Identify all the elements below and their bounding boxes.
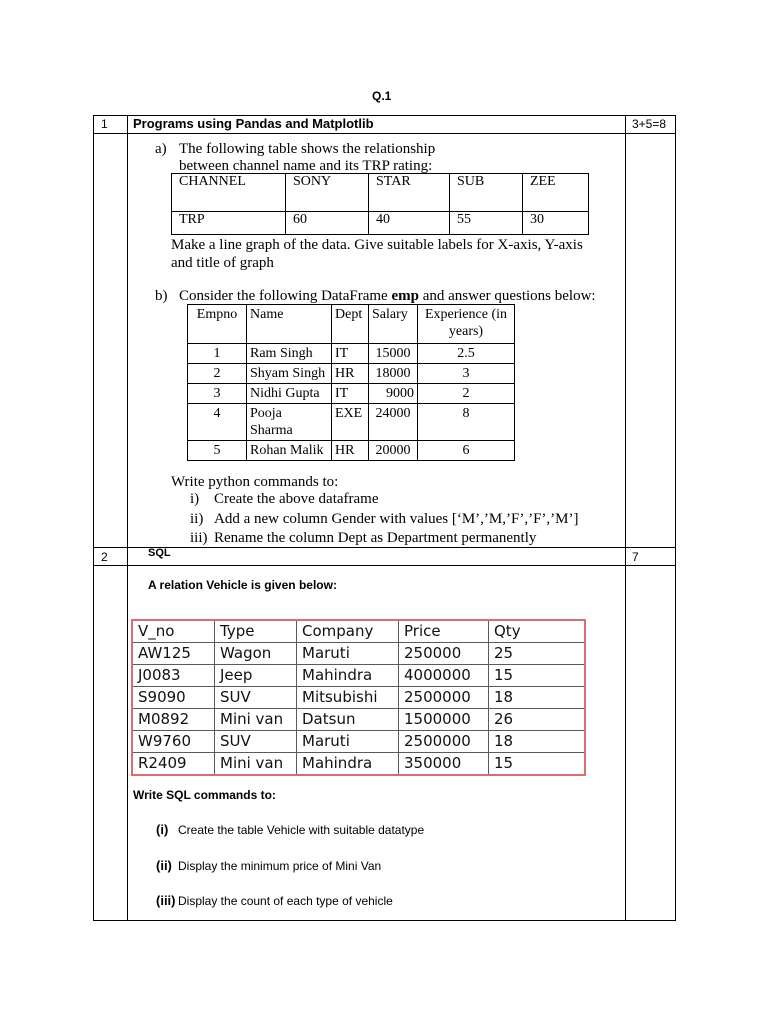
emp-cell: Nidhi Gupta: [247, 384, 332, 404]
vehicle-cell: 2500000: [399, 687, 489, 709]
q1-marks: 3+5=8: [632, 117, 667, 131]
part-b-item-number: iii): [190, 530, 208, 546]
part-b-item-text: Add a new column Gender with values [‘M’,’M,’F’,’F’,’M’]: [214, 511, 579, 527]
emp-cell: 9000: [369, 384, 418, 404]
emp-cell: 20000: [369, 441, 418, 461]
table-row: [188, 344, 515, 364]
trp-header-cell: CHANNEL: [172, 174, 286, 212]
question-title: Q.1: [372, 89, 392, 103]
q2-item-number: (ii): [156, 858, 172, 873]
emp-cell: 18000: [369, 364, 418, 384]
vehicle-cell: 18: [489, 687, 586, 709]
emp-cell: Pooja Sharma: [247, 404, 332, 441]
vehicle-cell: Mini van: [215, 709, 297, 731]
trp-header-cell: STAR: [369, 174, 450, 212]
table-row: [132, 643, 585, 665]
emp-cell: 3: [188, 384, 247, 404]
vehicle-header-cell: Company: [297, 620, 399, 643]
trp-header-cell: ZEE: [523, 174, 589, 212]
vehicle-header-cell: Qty: [489, 620, 586, 643]
part-b-item-text: Create the above dataframe: [214, 491, 379, 507]
vehicle-cell: 18: [489, 731, 586, 753]
vehicle-cell: 4000000: [399, 665, 489, 687]
vehicle-cell: Jeep: [215, 665, 297, 687]
emp-cell: Shyam Singh: [247, 364, 332, 384]
table-row: [188, 404, 515, 441]
part-a-instruction-1: Make a line graph of the data. Give suitable labels for X-axis, Y-axis: [171, 237, 583, 253]
vehicle-cell: 26: [489, 709, 586, 731]
table-row: [132, 665, 585, 687]
q2-item-text: Display the count of each type of vehicle: [178, 894, 393, 908]
emp-cell: EXE: [332, 404, 369, 441]
vehicle-cell: SUV: [215, 687, 297, 709]
part-b-intro: [179, 287, 596, 305]
emp-cell: 2: [188, 364, 247, 384]
vehicle-cell: R2409: [132, 753, 215, 776]
emp-header-cell: Dept: [332, 305, 369, 344]
q2-item-text: Create the table Vehicle with suitable datatype: [178, 823, 425, 837]
vehicle-cell: AW125: [132, 643, 215, 665]
trp-table: [171, 173, 589, 235]
vehicle-cell: Mahindra: [297, 665, 399, 687]
part-a-label: a): [155, 141, 167, 157]
q1-heading: Programs using Pandas and Matplotlib: [133, 116, 374, 131]
part-b-write-prompt: Write python commands to:: [171, 474, 339, 490]
part-b-item-number: i): [190, 491, 200, 507]
dataframe-name: emp: [391, 288, 419, 304]
vehicle-cell: Maruti: [297, 731, 399, 753]
table-row: [132, 753, 585, 776]
vehicle-cell: 1500000: [399, 709, 489, 731]
vehicle-cell: 250000: [399, 643, 489, 665]
vehicle-cell: Wagon: [215, 643, 297, 665]
emp-cell: IT: [332, 384, 369, 404]
vehicle-header-cell: Price: [399, 620, 489, 643]
q2-marks: 7: [632, 550, 639, 564]
vehicle-cell: 2500000: [399, 731, 489, 753]
vehicle-cell: Mahindra: [297, 753, 399, 776]
trp-header-cell: SUB: [450, 174, 523, 212]
table-row: [132, 687, 585, 709]
emp-cell: 3: [418, 364, 515, 384]
emp-cell: Ram Singh: [247, 344, 332, 364]
table-row: [188, 364, 515, 384]
q1-number: 1: [101, 117, 108, 131]
emp-cell: 1: [188, 344, 247, 364]
vehicle-header-cell: V_no: [132, 620, 215, 643]
vehicle-cell: Mitsubishi: [297, 687, 399, 709]
emp-cell: 6: [418, 441, 515, 461]
emp-cell: 2.5: [418, 344, 515, 364]
trp-value-cell: 60: [286, 212, 369, 235]
vehicle-cell: 350000: [399, 753, 489, 776]
vehicle-cell: Maruti: [297, 643, 399, 665]
table-row: [188, 384, 515, 404]
emp-header-cell: Name: [247, 305, 332, 344]
row-divider-q2-heading: [93, 565, 675, 566]
vehicle-cell: SUV: [215, 731, 297, 753]
vehicle-cell: S9090: [132, 687, 215, 709]
emp-header-cell: Empno: [188, 305, 247, 344]
trp-header-cell: SONY: [286, 174, 369, 212]
part-a-line1: The following table shows the relationship: [179, 141, 436, 157]
column-divider-right: [625, 115, 626, 920]
row-divider-q2: [93, 547, 675, 548]
trp-value-cell: 55: [450, 212, 523, 235]
emp-cell: 15000: [369, 344, 418, 364]
emp-cell: HR: [332, 364, 369, 384]
emp-header-cell: Salary: [369, 305, 418, 344]
part-b-label: b): [155, 288, 168, 304]
emp-cell: Rohan Malik: [247, 441, 332, 461]
emp-cell: 4: [188, 404, 247, 441]
q2-item-number: (i): [156, 822, 169, 837]
part-a-line2: between channel name and its TRP rating:: [179, 158, 433, 174]
q2-write-prompt: Write SQL commands to:: [133, 788, 276, 802]
table-row: [132, 709, 585, 731]
trp-value-cell: 30: [523, 212, 589, 235]
part-a-instruction-2: and title of graph: [171, 255, 274, 271]
trp-value-cell: TRP: [172, 212, 286, 235]
emp-cell: IT: [332, 344, 369, 364]
emp-cell: 8: [418, 404, 515, 441]
vehicle-table: [131, 619, 586, 776]
vehicle-header-cell: Type: [215, 620, 297, 643]
part-b-intro-post: and answer questions below:: [418, 288, 596, 304]
emp-cell: HR: [332, 441, 369, 461]
part-b-item-text: Rename the column Dept as Department permanently: [214, 530, 537, 546]
vehicle-cell: 15: [489, 665, 586, 687]
vehicle-cell: 15: [489, 753, 586, 776]
vehicle-cell: Datsun: [297, 709, 399, 731]
column-divider-left: [127, 115, 128, 920]
emp-table: [187, 304, 515, 461]
part-b-intro-pre: Consider the following DataFrame: [179, 288, 392, 304]
vehicle-cell: 25: [489, 643, 586, 665]
q2-item-number: (iii): [156, 893, 176, 908]
q2-number: 2: [101, 550, 108, 564]
emp-cell: 2: [418, 384, 515, 404]
part-b-item-number: ii): [190, 511, 204, 527]
trp-value-cell: 40: [369, 212, 450, 235]
q2-intro: A relation Vehicle is given below:: [148, 578, 337, 592]
vehicle-cell: J0083: [132, 665, 215, 687]
emp-cell: 5: [188, 441, 247, 461]
emp-cell: 24000: [369, 404, 418, 441]
row-divider-q1-heading: [93, 133, 675, 134]
table-row: [188, 441, 515, 461]
q2-heading: SQL: [148, 547, 171, 559]
vehicle-cell: Mini van: [215, 753, 297, 776]
vehicle-cell: W9760: [132, 731, 215, 753]
emp-header-cell: Experience (in years): [418, 305, 515, 344]
vehicle-cell: M0892: [132, 709, 215, 731]
q2-item-text: Display the minimum price of Mini Van: [178, 859, 382, 873]
table-row: [132, 731, 585, 753]
